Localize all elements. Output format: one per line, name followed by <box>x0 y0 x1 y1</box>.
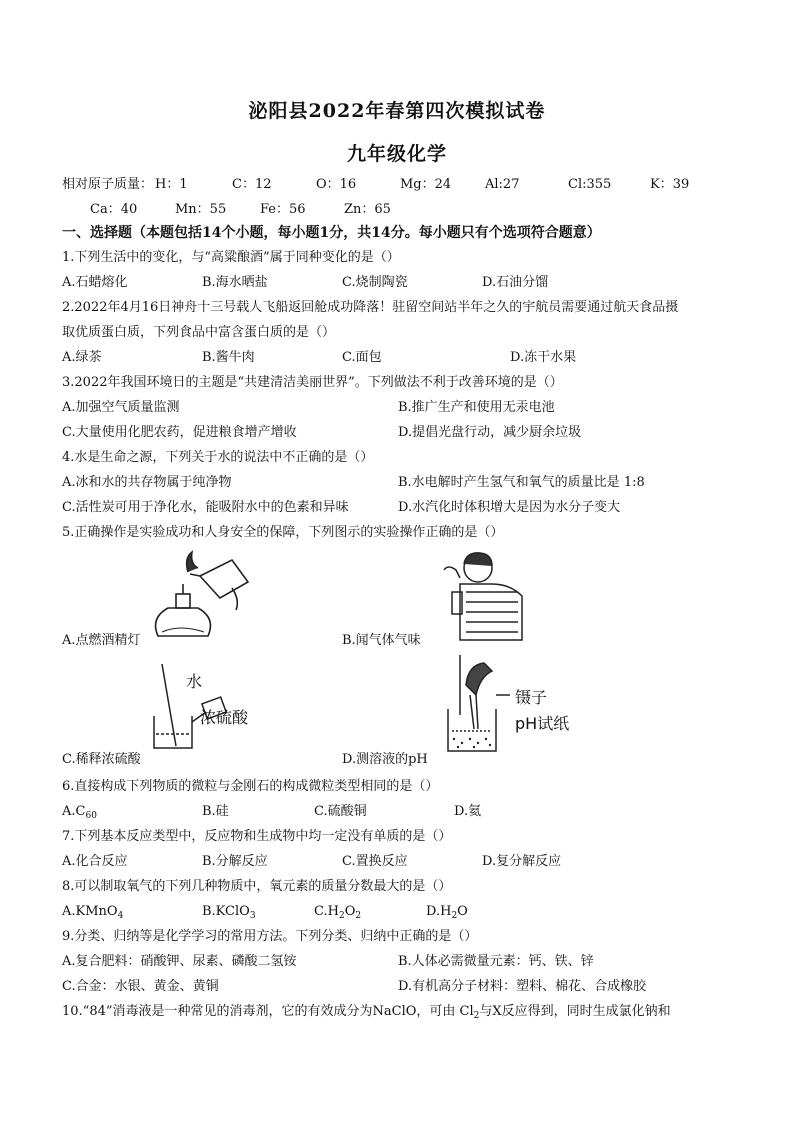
q3-option-a: A.加强空气质量监测 <box>62 400 180 415</box>
q7-option-a: A.化合反应 <box>62 854 128 869</box>
q2-option-b: B.酱牛肉 <box>202 350 255 365</box>
q6-option-c: C.硫酸铜 <box>314 804 367 819</box>
q1-option-a: A.石蜡熔化 <box>62 275 128 290</box>
fig-d-label-ph-paper: pH试纸 <box>515 714 570 733</box>
atomic-mass-mn: Mn：55 <box>175 202 227 217</box>
q8-option-b: B.KClO$_3$ <box>202 904 256 921</box>
q5-option-d: D.测溶液的pH <box>342 752 428 767</box>
q1-stem: 1.下列生活中的变化，与“高粱酿酒”属于同种变化的是（） <box>62 250 400 265</box>
q5-option-a: A.点燃酒精灯 <box>62 633 141 648</box>
q8-option-d: $D.H_2O$ <box>426 904 468 921</box>
ph-test-figure <box>440 655 515 755</box>
q5-option-b: B.闻气体气味 <box>342 633 421 648</box>
q6-stem: 6.直接构成下列物质的微粒与金刚石的构成微粒类型相同的是（） <box>62 779 439 794</box>
q3-stem: 3.2022年我国环境日的主题是“共建清洁美丽世界”。下列做法不利于改善环境的是（） <box>62 375 563 390</box>
exam-subject: 九年级化学 <box>346 143 447 165</box>
q1-option-b: B.海水晒盐 <box>202 275 268 290</box>
alcohol-lamp-figure <box>140 548 260 643</box>
q3-option-d: D.提倡光盘行动，减少厨余垃圾 <box>398 425 582 440</box>
atomic-mass-o: O：16 <box>316 177 357 192</box>
atomic-mass-k: K：39 <box>650 177 690 192</box>
atomic-mass-label: 相对原子质量： <box>62 177 154 192</box>
q1-option-d: D.石油分馏 <box>482 275 549 290</box>
q4-option-d: D.水汽化时体积增大是因为水分子变大 <box>398 500 621 515</box>
q9-stem: 9.分类、归纳等是化学学习的常用方法。下列分类、归纳中正确的是（） <box>62 929 478 944</box>
q7-option-b: B.分解反应 <box>202 854 268 869</box>
q8-stem: 8.可以制取氧气的下列几种物质中，氧元素的质量分数最大的是（） <box>62 879 452 894</box>
atomic-mass-mg: Mg：24 <box>400 177 452 192</box>
q3-option-c: C.大量使用化肥农药，促进粮食增产增收 <box>62 425 297 440</box>
q8-option-c: $C.H_2O_2$ <box>314 904 362 921</box>
q7-stem: 7.下列基本反应类型中，反应物和生成物中均一定没有单质的是（） <box>62 829 452 844</box>
atomic-mass-ca: Ca：40 <box>90 202 138 217</box>
q6-option-d: D.氦 <box>454 804 482 819</box>
section-heading: 一、选择题（本题包括14个小题，每小题1分，共14分。每小题只有个选项符合题意） <box>62 225 601 241</box>
q10-stem: 10.“84”消毒液是一种常见的消毒剂，它的有效成分为NaClO，可由 $Cl_2$与X反应得到，同时生成氯化钠和 <box>62 1004 671 1021</box>
q4-option-c: C.活性炭可用于净化水，能吸附水中的色素和异味 <box>62 500 349 515</box>
smelling-gas-figure <box>430 548 530 643</box>
q7-option-d: D.复分解反应 <box>482 854 562 869</box>
q1-option-c: C.烧制陶瓷 <box>342 275 408 290</box>
fig-c-label-acid: 浓硫酸 <box>200 708 249 727</box>
q4-stem: 4.水是生命之源，下列关于水的说法中不正确的是（） <box>62 450 374 465</box>
q2-stem-line1: 2.2022年4月16日神舟十三号载人飞船返回舱成功降落！驻留空间站半年之久的宇航员需要通过航天食品摄 <box>62 300 679 315</box>
exam-title: 泌阳县2022年春第四次模拟试卷 <box>248 100 546 122</box>
q4-option-b: B.水电解时产生氢气和氧气的质量比是 1:8 <box>398 475 645 490</box>
fig-c-label-water: 水 <box>186 672 203 691</box>
atomic-mass-al: Al:27 <box>485 177 520 192</box>
q9-option-a: A.复合肥料：硝酸钾、尿素、磷酸二氢铵 <box>62 954 297 969</box>
q2-stem-line2: 取优质蛋白质，下列食品中富含蛋白质的是（） <box>62 325 336 340</box>
q9-option-c: C.合金：水银、黄金、黄铜 <box>62 979 219 994</box>
q3-option-b: B.推广生产和使用无汞电池 <box>398 400 555 415</box>
q6-option-a: $A.C_{60}$ <box>62 804 97 821</box>
atomic-mass-fe: Fe：56 <box>260 202 306 217</box>
q8-option-a: A.KMnO$_4$ <box>62 904 124 921</box>
q6-option-b: B.硅 <box>202 804 229 819</box>
q2-option-c: C.面包 <box>342 350 382 365</box>
q5-option-c: C.稀释浓硫酸 <box>62 752 141 767</box>
atomic-mass-c: C：12 <box>232 177 272 192</box>
q5-stem: 5.正确操作是实验成功和人身安全的保障，下列图示的实验操作正确的是（） <box>62 525 504 540</box>
atomic-mass-h: H：1 <box>155 177 188 192</box>
atomic-mass-zn: Zn：65 <box>344 202 391 217</box>
fig-d-label-tweezers: 镊子 <box>515 688 548 707</box>
q4-option-a: A.冰和水的共存物属于纯净物 <box>62 475 232 490</box>
q2-option-a: A.绿茶 <box>62 350 102 365</box>
atomic-mass-cl: Cl:355 <box>568 177 612 192</box>
q7-option-c: C.置换反应 <box>342 854 408 869</box>
q9-option-d: D.有机高分子材料：塑料、棉花、合成橡胶 <box>398 979 647 994</box>
q9-option-b: B.人体必需微量元素：钙、铁、锌 <box>398 954 594 969</box>
q2-option-d: D.冻干水果 <box>510 350 577 365</box>
